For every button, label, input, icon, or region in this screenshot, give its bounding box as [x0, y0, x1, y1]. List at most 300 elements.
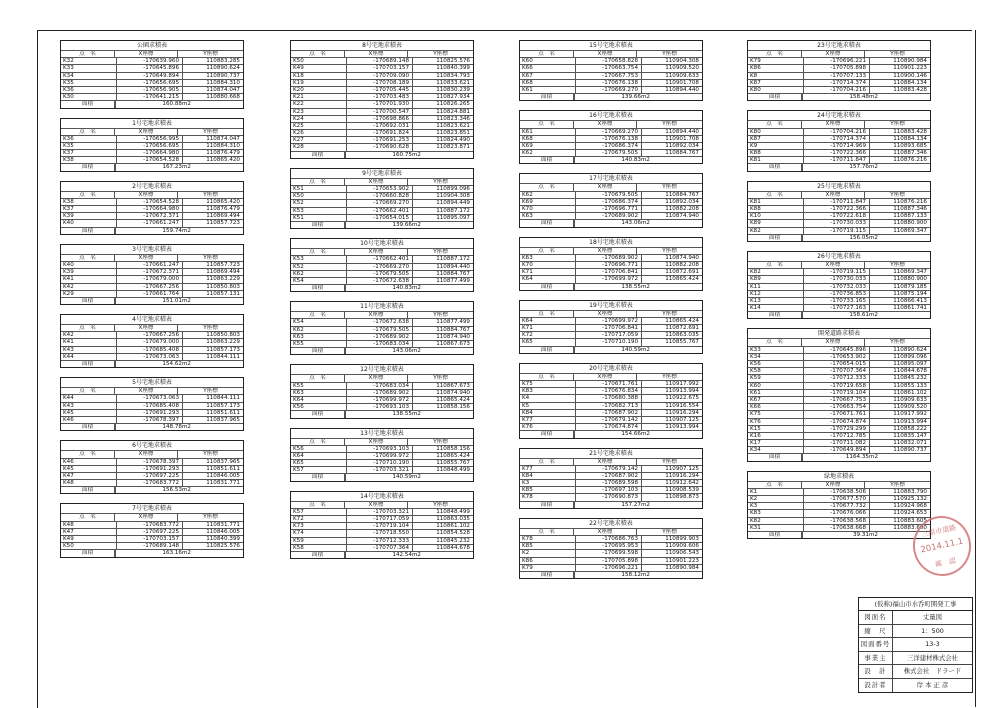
- area-label: 面積: [520, 157, 574, 163]
- y-coord-cell: 110895.097: [893, 361, 927, 367]
- table-header: [748, 191, 930, 198]
- x-coord-cell: -170687.902: [576, 473, 642, 479]
- x-coord-cell: -170656.695: [117, 143, 183, 149]
- table-header: [61, 387, 243, 394]
- table-header: [520, 247, 702, 254]
- area-value: 158.61m2: [802, 312, 930, 318]
- area-value: 163.16m2: [115, 550, 243, 556]
- y-coord-cell: 110887.133: [893, 213, 927, 220]
- point-name-cell: K34: [61, 73, 117, 79]
- table-header: [291, 248, 473, 255]
- point-name-cell: K19: [291, 80, 347, 86]
- x-coord-cell: -170693.103: [347, 446, 413, 452]
- point-name-cell: K66: [748, 404, 804, 410]
- y-coord-cell: 110898.873: [665, 494, 699, 501]
- table-row: [291, 515, 473, 522]
- x-coord-cell: -170679.142: [576, 417, 642, 423]
- table-row: [748, 524, 930, 531]
- y-coord-cell: 110850.803: [206, 283, 240, 290]
- x-coord-cell: -170729.299: [804, 426, 870, 432]
- table-row: [61, 275, 243, 282]
- y-coord-cell: 110907.125: [665, 416, 699, 423]
- y-coord-cell: 110907.125: [665, 465, 699, 472]
- point-name-cell: K60: [748, 383, 804, 389]
- point-name-cell: K69: [520, 143, 576, 149]
- table-row: [291, 122, 473, 129]
- point-name-cell: K65: [520, 339, 576, 345]
- x-coord-cell: -170667.256: [117, 284, 183, 290]
- table-title: 開発道路求積表: [817, 330, 860, 338]
- x-coord-cell: -170638.668: [804, 525, 870, 531]
- y-coord-cell: 110887.172: [436, 207, 470, 214]
- table-row: [748, 410, 930, 417]
- table-row: [748, 268, 930, 275]
- table-row: [748, 135, 930, 142]
- x-coord-cell: -170672.371: [117, 269, 183, 275]
- point-name-cell: K2: [748, 496, 804, 502]
- table-row: [61, 219, 243, 226]
- table-row: [748, 374, 930, 381]
- y-coord-cell: 110831.771: [206, 480, 240, 487]
- header-x-coord: X座標: [574, 311, 637, 317]
- area-row: [291, 284, 473, 291]
- y-coord-cell: 110863.229: [206, 339, 240, 346]
- point-name-cell: K12: [748, 291, 804, 297]
- title-block-value: 丈量図: [922, 613, 943, 621]
- point-name-cell: K77: [520, 466, 576, 472]
- table-row: [291, 445, 473, 452]
- point-name-cell: K67: [520, 73, 576, 79]
- x-coord-cell: -170677.570: [804, 496, 870, 502]
- y-coord-cell: 110858.156: [436, 404, 470, 411]
- table-row: [291, 459, 473, 466]
- table-row: [291, 129, 473, 136]
- x-coord-cell: -170669.270: [347, 264, 413, 270]
- table-row: [291, 263, 473, 270]
- point-name-cell: K59: [748, 375, 804, 381]
- point-name-cell: K87: [748, 80, 804, 86]
- y-coord-cell: 110882.208: [665, 206, 699, 212]
- header-x-coord: X座標: [574, 529, 637, 535]
- header-x-coord: X座標: [802, 51, 865, 57]
- table-row: [291, 64, 473, 71]
- point-name-cell: K75: [748, 411, 804, 417]
- y-coord-cell: 110861.741: [893, 305, 927, 312]
- area-value: 138.55m2: [345, 411, 473, 417]
- area-row: [520, 156, 702, 163]
- area-table: [60, 40, 244, 109]
- table-header: [291, 50, 473, 57]
- y-coord-cell: 110857.723: [206, 261, 240, 268]
- y-coord-cell: 110894.440: [665, 86, 699, 93]
- area-row: [61, 163, 243, 170]
- area-table: [60, 503, 244, 557]
- point-name-cell: K14: [748, 305, 804, 311]
- header-point-name: 点 名: [291, 502, 345, 508]
- point-name-cell: K37: [61, 206, 117, 212]
- table-row: [291, 115, 473, 122]
- point-name-cell: K47: [61, 473, 117, 479]
- x-coord-cell: -170695.953: [576, 543, 642, 549]
- table-row: [61, 346, 243, 353]
- table-title: 4号宅地求積表: [132, 316, 172, 324]
- x-coord-cell: -170645.896: [804, 347, 870, 353]
- table-header: [520, 528, 702, 535]
- x-coord-cell: -170654.015: [804, 361, 870, 367]
- point-name-cell: K83: [748, 510, 804, 516]
- area-row: [748, 93, 930, 100]
- area-label: 面積: [61, 424, 115, 430]
- y-coord-cell: 110874.940: [436, 333, 470, 340]
- point-name-cell: K84: [520, 410, 576, 416]
- point-name-cell: K28: [291, 144, 347, 150]
- stamp-line-1: 三原市道路: [920, 523, 957, 539]
- table-row: [61, 79, 243, 86]
- point-name-cell: K36: [61, 87, 117, 93]
- y-coord-cell: 110884.134: [893, 135, 927, 142]
- x-coord-cell: -170656.995: [117, 136, 183, 142]
- x-coord-cell: -170683.034: [347, 341, 413, 347]
- table-row: [291, 508, 473, 515]
- table-row: [748, 488, 930, 495]
- area-label: 面積: [291, 222, 345, 228]
- x-coord-cell: -170699.972: [347, 453, 413, 459]
- table-row: [61, 93, 243, 100]
- y-coord-cell: 110857.723: [206, 220, 240, 227]
- area-value: 140.59m2: [345, 474, 473, 480]
- area-value: 148.78m2: [115, 424, 243, 430]
- x-coord-cell: -170653.902: [804, 354, 870, 360]
- table-row: [61, 528, 243, 535]
- point-name-cell: K34: [748, 354, 804, 360]
- point-name-cell: K54: [291, 319, 347, 325]
- point-name-cell: K9: [748, 143, 804, 149]
- x-coord-cell: -170706.841: [576, 325, 642, 331]
- x-coord-cell: -170698.866: [347, 116, 413, 122]
- x-coord-cell: -170691.293: [117, 466, 183, 472]
- header-y-coord: Y座標: [433, 249, 448, 256]
- area-row: [520, 571, 702, 578]
- x-coord-cell: -170639.960: [117, 58, 183, 64]
- table-row: [748, 72, 930, 79]
- point-name-cell: K82: [748, 518, 804, 524]
- header-x-coord: X座標: [345, 249, 408, 255]
- area-table: [747, 328, 931, 461]
- area-value: 160.75m2: [345, 152, 473, 158]
- point-name-cell: K64: [291, 453, 347, 459]
- y-coord-cell: 110899.096: [893, 353, 927, 360]
- y-coord-cell: 110825.576: [436, 58, 470, 65]
- header-point-name: 点 名: [61, 388, 115, 394]
- point-name-cell: K26: [291, 130, 347, 136]
- point-name-cell: K75: [520, 381, 576, 387]
- x-coord-cell: -170689.148: [117, 543, 183, 549]
- y-coord-cell: 110844.111: [206, 353, 240, 360]
- x-coord-cell: -170678.397: [117, 417, 183, 423]
- y-coord-cell: 110874.940: [436, 389, 470, 396]
- stamp-line-3: 確 認: [934, 556, 957, 569]
- table-row: [291, 192, 473, 199]
- table-row: [61, 458, 243, 465]
- table-row: [291, 326, 473, 333]
- area-row: [291, 410, 473, 417]
- y-coord-cell: 110890.624: [206, 65, 240, 72]
- table-row: [291, 277, 473, 284]
- table-row: [748, 509, 930, 516]
- y-coord-cell: 110913.994: [893, 418, 927, 425]
- header-point-name: 点 名: [520, 184, 574, 190]
- y-coord-cell: 110883.790: [893, 488, 927, 495]
- table-row: [520, 331, 702, 338]
- y-coord-cell: 110874.940: [665, 254, 699, 261]
- header-x-coord: X座標: [115, 129, 178, 135]
- x-coord-cell: -170679.142: [576, 466, 642, 472]
- y-coord-cell: 110824.881: [436, 108, 470, 115]
- point-name-cell: K61: [748, 390, 804, 396]
- y-coord-cell: 110851.611: [206, 465, 240, 472]
- title-block-value: 1：500: [921, 626, 944, 635]
- header-y-coord: Y座標: [890, 121, 905, 128]
- x-coord-cell: -170667.256: [117, 332, 183, 338]
- area-row: [61, 423, 243, 430]
- y-coord-cell: 110840.399: [436, 65, 470, 72]
- area-table: [290, 301, 474, 355]
- point-name-cell: K35: [61, 80, 117, 86]
- x-coord-cell: -170654.528: [117, 157, 183, 163]
- x-coord-cell: -170662.401: [347, 256, 413, 262]
- table-row: [291, 100, 473, 107]
- table-title: 13号宅地求積表: [360, 429, 404, 437]
- header-x-coord: X座標: [115, 451, 178, 457]
- area-table: [519, 173, 703, 227]
- area-label: 面積: [291, 285, 345, 291]
- table-title: 24号宅地求積表: [817, 112, 861, 120]
- title-block-key: 設計者: [859, 679, 893, 692]
- y-coord-cell: 110823.871: [436, 144, 470, 151]
- x-coord-cell: -170717.059: [576, 332, 642, 338]
- x-coord-cell: -170672.638: [347, 319, 413, 325]
- table-row: [520, 542, 702, 549]
- x-coord-cell: -170714.969: [804, 143, 870, 149]
- y-coord-cell: 110877.499: [436, 277, 470, 284]
- table-row: [748, 86, 930, 93]
- point-name-cell: K41: [61, 276, 117, 282]
- x-coord-cell: -170719.104: [804, 390, 870, 396]
- table-header: [748, 50, 930, 57]
- y-coord-cell: 110901.223: [665, 557, 699, 564]
- title-block-value: 三洋建材株式会社: [906, 653, 959, 662]
- area-row: [520, 430, 702, 437]
- point-name-cell: K11: [748, 284, 804, 290]
- x-coord-cell: -170703.483: [347, 94, 413, 100]
- table-row: [291, 72, 473, 79]
- header-point-name: 点 名: [61, 129, 115, 135]
- header-point-name: 点 名: [520, 248, 574, 254]
- y-coord-cell: 110874.047: [206, 86, 240, 93]
- header-x-coord: X座標: [115, 51, 178, 57]
- x-coord-cell: -170656.905: [117, 87, 183, 93]
- x-coord-cell: -170669.270: [576, 129, 642, 135]
- table-title: 17号宅地求積表: [589, 175, 633, 183]
- point-name-cell: K39: [61, 213, 117, 219]
- table-row: [61, 156, 243, 163]
- area-value: 156.05m2: [802, 235, 930, 241]
- header-x-coord: X座標: [115, 514, 178, 520]
- table-header: [748, 120, 930, 127]
- y-coord-cell: 110892.034: [665, 198, 699, 205]
- table-row: [748, 297, 930, 304]
- table-row: [748, 432, 930, 439]
- table-title: 8号宅地求積表: [362, 42, 402, 49]
- x-coord-cell: -170661.247: [117, 262, 183, 268]
- header-y-coord: Y座標: [662, 247, 677, 254]
- y-coord-cell: 110823.346: [436, 115, 470, 122]
- point-name-cell: K64: [520, 318, 576, 324]
- area-row: [61, 297, 243, 304]
- table-row: [748, 418, 930, 425]
- x-coord-cell: -170693.103: [347, 404, 413, 410]
- area-label: 面積: [748, 94, 802, 100]
- x-coord-cell: -170661.247: [117, 220, 183, 226]
- y-coord-cell: 110837.965: [206, 416, 240, 423]
- point-name-cell: K86: [748, 65, 804, 71]
- x-coord-cell: -170719.115: [804, 228, 870, 234]
- x-coord-cell: -170672.371: [117, 213, 183, 219]
- y-coord-cell: 110858.222: [893, 425, 927, 432]
- header-x-coord: X座標: [115, 255, 178, 261]
- y-coord-cell: 110880.900: [893, 276, 927, 283]
- x-coord-cell: -170687.902: [576, 410, 642, 416]
- x-coord-cell: -170697.103: [576, 487, 642, 493]
- y-coord-cell: 110924.968: [893, 503, 927, 510]
- x-coord-cell: -170689.902: [576, 213, 642, 219]
- y-coord-cell: 110899.096: [436, 186, 470, 192]
- point-name-cell: K37: [61, 150, 117, 156]
- table-row: [291, 544, 473, 551]
- point-name-cell: K73: [291, 523, 347, 529]
- point-name-cell: K16: [748, 433, 804, 439]
- area-row: [748, 311, 930, 318]
- header-x-coord: X座標: [115, 325, 178, 331]
- title-block-value: 株式会社 ドラード: [903, 667, 962, 676]
- y-coord-cell: 110825.576: [206, 543, 240, 550]
- area-table: [60, 377, 244, 431]
- table-row: [291, 382, 473, 389]
- x-coord-cell: -170676.138: [576, 80, 642, 86]
- x-coord-cell: -170733.165: [804, 298, 870, 304]
- header-point-name: 点 名: [291, 375, 345, 381]
- y-coord-cell: 110872.691: [665, 325, 699, 332]
- point-name-cell: K51: [291, 186, 347, 192]
- area-table: [290, 40, 474, 159]
- table-row: [61, 261, 243, 268]
- header-x-coord: X座標: [115, 192, 178, 198]
- table-row: [520, 57, 702, 64]
- table-row: [520, 465, 702, 472]
- table-row: [61, 57, 243, 64]
- table-row: [61, 542, 243, 549]
- point-name-cell: K53: [291, 256, 347, 262]
- area-row: [520, 501, 702, 508]
- header-point-name: 点 名: [291, 312, 345, 318]
- x-coord-cell: -170664.980: [117, 150, 183, 156]
- title-block-key: 設 計: [859, 665, 893, 678]
- x-coord-cell: -170679.000: [117, 339, 183, 345]
- y-coord-cell: 110833.621: [436, 79, 470, 86]
- table-row: [520, 486, 702, 493]
- x-coord-cell: -170712.333: [804, 375, 870, 381]
- point-name-cell: K33: [61, 65, 117, 71]
- table-header: [291, 501, 473, 508]
- x-coord-cell: -170686.374: [576, 199, 642, 205]
- table-row: [748, 396, 930, 403]
- header-x-coord: X座標: [345, 179, 408, 185]
- table-row: [748, 403, 930, 410]
- point-name-cell: K63: [520, 213, 576, 219]
- y-coord-cell: 110904.308: [436, 193, 470, 200]
- point-name-cell: K62: [291, 271, 347, 277]
- x-coord-cell: -170727.163: [804, 305, 870, 311]
- table-row: [748, 128, 930, 135]
- table-row: [520, 191, 702, 198]
- area-label: 面積: [748, 164, 802, 170]
- x-coord-cell: -170683.034: [347, 383, 413, 389]
- area-row: [520, 346, 702, 353]
- table-row: [61, 72, 243, 79]
- table-title: 5号宅地求積表: [132, 379, 172, 387]
- table-row: [291, 340, 473, 347]
- table-title: 20号宅地求積表: [589, 364, 633, 372]
- header-x-coord: X座標: [574, 248, 637, 254]
- point-name-cell: K87: [748, 136, 804, 142]
- header-y-coord: Y座標: [433, 438, 448, 445]
- header-y-coord: Y座標: [203, 51, 218, 57]
- point-name-cell: K85: [520, 543, 576, 549]
- header-y-coord: Y座標: [662, 184, 677, 191]
- point-name-cell: K79: [748, 58, 804, 64]
- table-row: [520, 380, 702, 387]
- header-y-coord: Y座標: [203, 388, 218, 395]
- point-name-cell: K47: [61, 529, 117, 535]
- x-coord-cell: -170689.902: [347, 334, 413, 340]
- table-row: [520, 212, 702, 219]
- x-coord-cell: -170711.847: [804, 199, 870, 205]
- table-header: [520, 183, 702, 190]
- area-table: [60, 181, 244, 235]
- point-name-cell: K72: [291, 516, 347, 522]
- x-coord-cell: -170690.873: [576, 494, 642, 500]
- table-row: [520, 142, 702, 149]
- y-coord-cell: 110884.767: [436, 326, 470, 333]
- table-row: [61, 521, 243, 528]
- y-coord-cell: 110866.413: [893, 297, 927, 304]
- x-coord-cell: -170692.031: [347, 123, 413, 129]
- table-row: [61, 205, 243, 212]
- area-label: 面積: [291, 152, 345, 158]
- y-coord-cell: 110865.424: [436, 396, 470, 403]
- x-coord-cell: -170676.066: [804, 510, 870, 516]
- point-name-cell: K43: [61, 347, 117, 353]
- point-name-cell: K80: [748, 87, 804, 93]
- table-header: [748, 338, 930, 345]
- x-coord-cell: -170673.063: [117, 395, 183, 401]
- x-coord-cell: -170705.898: [576, 558, 642, 564]
- x-coord-cell: -170678.397: [117, 459, 183, 465]
- table-row: [291, 537, 473, 544]
- y-coord-cell: 110863.035: [665, 332, 699, 339]
- point-name-cell: K81: [748, 157, 804, 163]
- header-y-coord: Y座標: [890, 261, 905, 268]
